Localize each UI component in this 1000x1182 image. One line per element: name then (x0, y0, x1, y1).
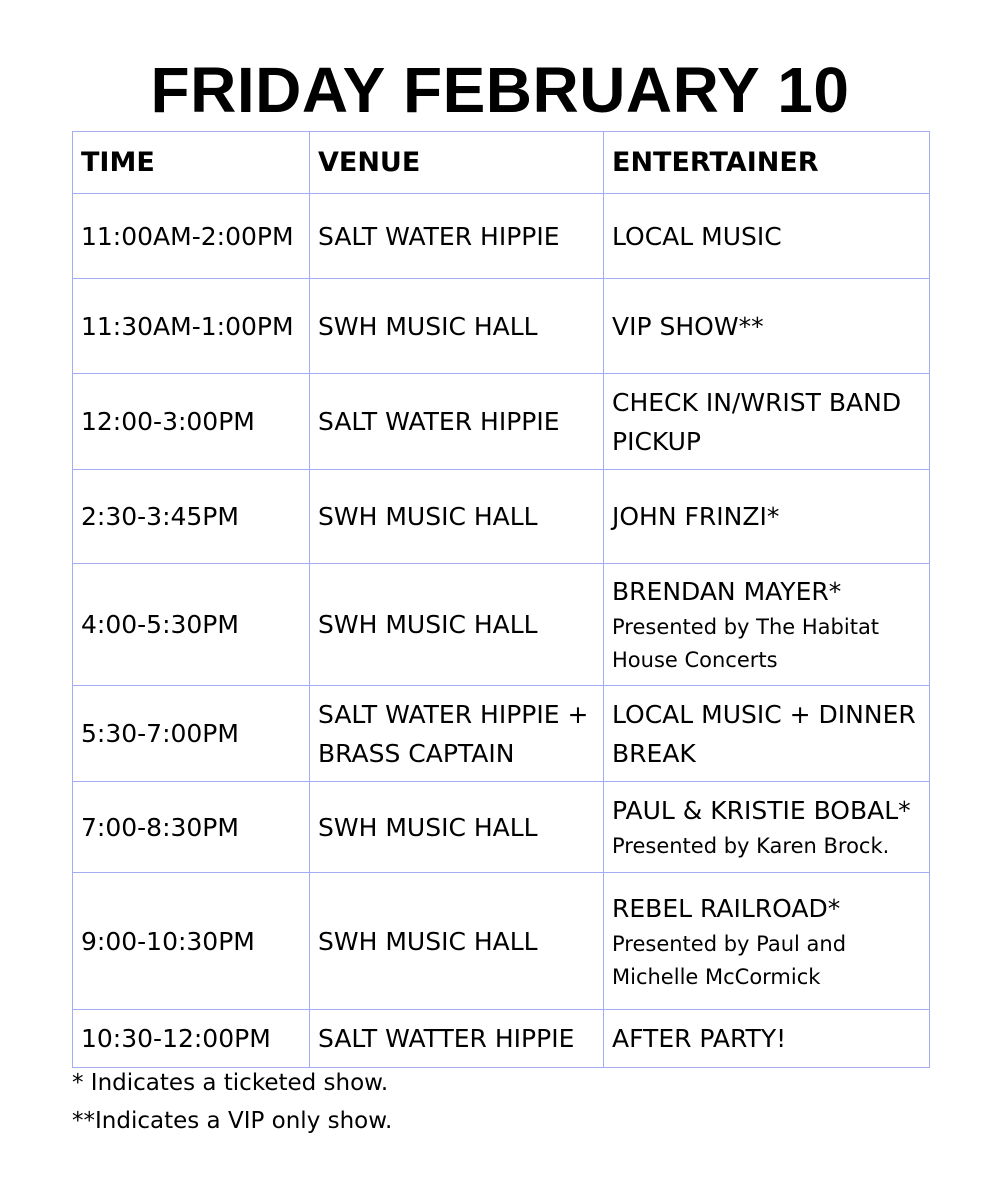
header-venue: VENUE (310, 132, 604, 194)
entertainer-cell (604, 1010, 930, 1068)
time-cell: 10:30-12:00PM (73, 1010, 310, 1068)
entertainer-name: BRENDAN MAYER* (612, 577, 842, 606)
entertainer-name: LOCAL MUSIC + DINNER BREAK (612, 699, 916, 768)
entertainer-cell (604, 873, 930, 1010)
time-cell: 7:00-8:30PM (73, 782, 310, 873)
schedule-table (72, 131, 930, 1068)
presenter-note: Presented by Paul and Michelle McCormick (612, 931, 847, 989)
header-entertainer: ENTERTAINER (604, 132, 930, 194)
table-row (73, 686, 930, 782)
table-row (73, 873, 930, 1010)
venue-cell: SALT WATER HIPPIE (310, 194, 604, 279)
entertainer-name: VIP SHOW** (612, 311, 764, 341)
table-row (73, 374, 930, 470)
entertainer-name: REBEL RAILROAD* (612, 893, 841, 923)
table-row (73, 470, 930, 564)
presenter-note: Presented by The Habitat House Concerts (612, 615, 880, 672)
time-cell: 11:30AM-1:00PM (73, 279, 310, 374)
time-cell: 12:00-3:00PM (73, 374, 310, 470)
entertainer-cell (604, 564, 930, 686)
venue-cell: SWH MUSIC HALL (310, 470, 604, 564)
header-time: TIME (73, 132, 310, 194)
entertainer-cell (604, 470, 930, 564)
table-row (73, 1010, 930, 1068)
header-row (73, 132, 930, 194)
entertainer-cell (604, 194, 930, 279)
time-cell: 2:30-3:45PM (73, 470, 310, 564)
venue-cell: SALT WATER HIPPIE + BRASS CAPTAIN (310, 686, 604, 782)
entertainer-cell (604, 782, 930, 873)
venue-cell: SALT WATER HIPPIE (310, 374, 604, 470)
venue-cell: SWH MUSIC HALL (310, 782, 604, 873)
table-row (73, 782, 930, 873)
entertainer-name: CHECK IN/WRIST BAND PICKUP (612, 387, 902, 456)
venue-cell: SWH MUSIC HALL (310, 279, 604, 374)
page-title: FRIDAY FEBRUARY 10 (150, 54, 850, 126)
time-cell: 9:00-10:30PM (73, 873, 310, 1010)
venue-cell: SWH MUSIC HALL (310, 564, 604, 686)
table-row (73, 194, 930, 279)
table-row (73, 279, 930, 374)
entertainer-name: AFTER PARTY! (612, 1024, 787, 1053)
entertainer-cell (604, 686, 930, 782)
time-cell: 5:30-7:00PM (73, 686, 310, 782)
time-cell: 4:00-5:30PM (73, 564, 310, 686)
table-row (73, 564, 930, 686)
presenter-note: Presented by Karen Brock. (612, 834, 890, 858)
venue-cell: SALT WATTER HIPPIE (310, 1010, 604, 1068)
entertainer-name: PAUL & KRISTIE BOBAL* (612, 796, 911, 825)
entertainer-name: JOHN FRINZI* (612, 502, 780, 531)
venue-cell: SWH MUSIC HALL (310, 873, 604, 1010)
entertainer-cell (604, 279, 930, 374)
entertainer-cell (604, 374, 930, 470)
entertainer-name: LOCAL MUSIC (612, 221, 782, 251)
footnote-ticketed: * Indicates a ticketed show. (72, 1070, 389, 1096)
time-cell: 11:00AM-2:00PM (73, 194, 310, 279)
footnote-vip: **Indicates a VIP only show. (72, 1108, 393, 1134)
